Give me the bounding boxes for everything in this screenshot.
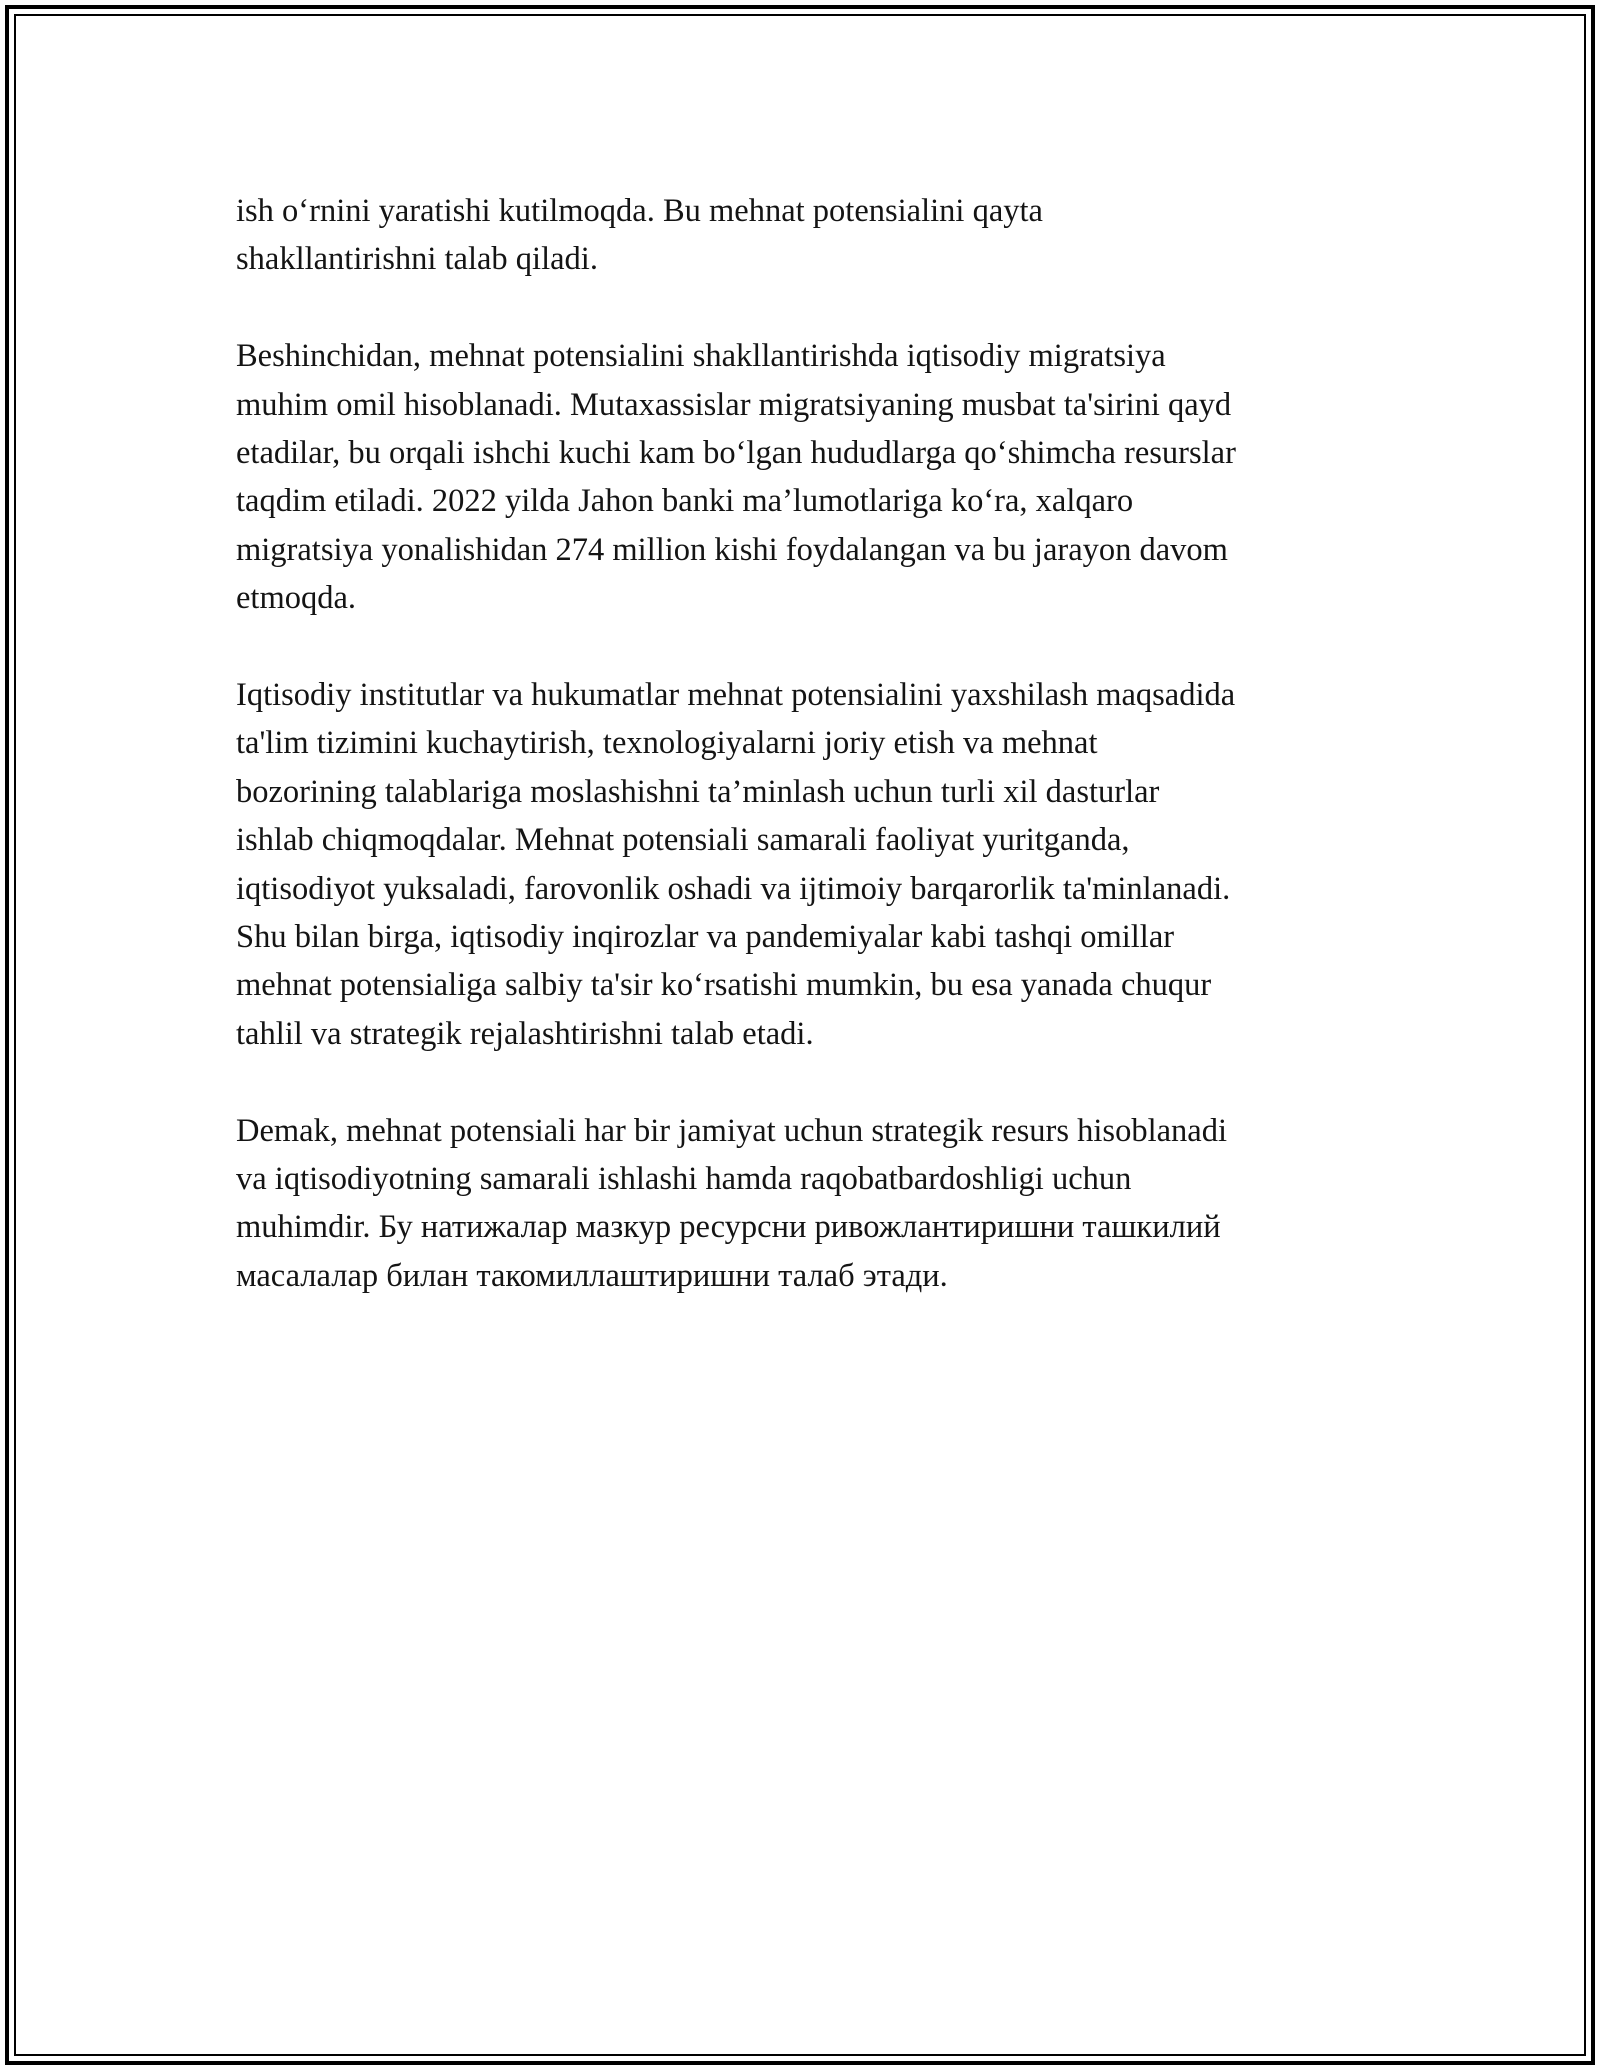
paragraph <box>236 332 1376 622</box>
paragraph <box>236 1107 1376 1301</box>
text-line: etadilar, bu orqali ishchi kuchi kam bo‘lgan hududlarga qo‘shimcha resurslar <box>236 435 1236 472</box>
text-line: va iqtisodiyotning samarali ishlashi hamda raqobatbardoshligi uchun <box>236 1161 1132 1198</box>
paragraph <box>236 187 1376 284</box>
paragraph <box>236 671 1376 1058</box>
text-line: iqtisodiyot yuksaladi, farovonlik oshadi va ijtimoiy barqarorlik ta'minlanadi. <box>236 870 1231 907</box>
text-line: etmoqda. <box>236 580 357 617</box>
text-line: bozorining talablariga moslashishni ta’minlash uchun turli xil dasturlar <box>236 773 1160 810</box>
text-line: Shu bilan birga, iqtisodiy inqirozlar va pandemiyalar kabi tashqi omillar <box>236 919 1175 956</box>
text-line: tahlil va strategik rejalashtirishni talab etadi. <box>236 1015 814 1052</box>
text-line: muhim omil hisoblanadi. Mutaxassislar migratsiyaning musbat ta'sirini qayd <box>236 386 1232 423</box>
text-line: ish o‘rnini yaratishi kutilmoqda. Bu mehnat potensialini qayta <box>236 193 1043 229</box>
text-line: Demak, mehnat potensiali har bir jamiyat uchun strategik resurs hisoblanadi <box>236 1112 1227 1149</box>
text-line: ta'lim tizimini kuchaytirish, texnologiyalarni joriy etish va mehnat <box>236 725 1098 762</box>
text-line: Beshinchidan, mehnat potensialini shakllantirishda iqtisodiy migratsiya <box>236 338 1166 375</box>
text-line: масалалар билан такомиллаштиришни талаб этади. <box>236 1257 948 1294</box>
text-line: migratsiya yonalishidan 274 million kishi foydalangan va bu jarayon davom <box>236 531 1228 568</box>
text-line: muhimdir. Бу натижалар мазкур ресурсни ривожлантиришни ташкилий <box>236 1209 1221 1246</box>
text-line: ishlab chiqmoqdalar. Mehnat potensiali samarali faoliyat yuritganda, <box>236 822 1130 859</box>
document-body <box>236 187 1376 1349</box>
text-line: Iqtisodiy institutlar va hukumatlar mehnat potensialini yaxshilash maqsadida <box>236 677 1236 714</box>
text-line: taqdim etiladi. 2022 yilda Jahon banki ma’lumotlariga ko‘ra, xalqaro <box>236 483 1134 520</box>
text-line: shakllantirishni talab qiladi. <box>236 241 598 278</box>
text-line: mehnat potensialiga salbiy ta'sir ko‘rsatishi mumkin, bu esa yanada chuqur <box>236 967 1212 1004</box>
